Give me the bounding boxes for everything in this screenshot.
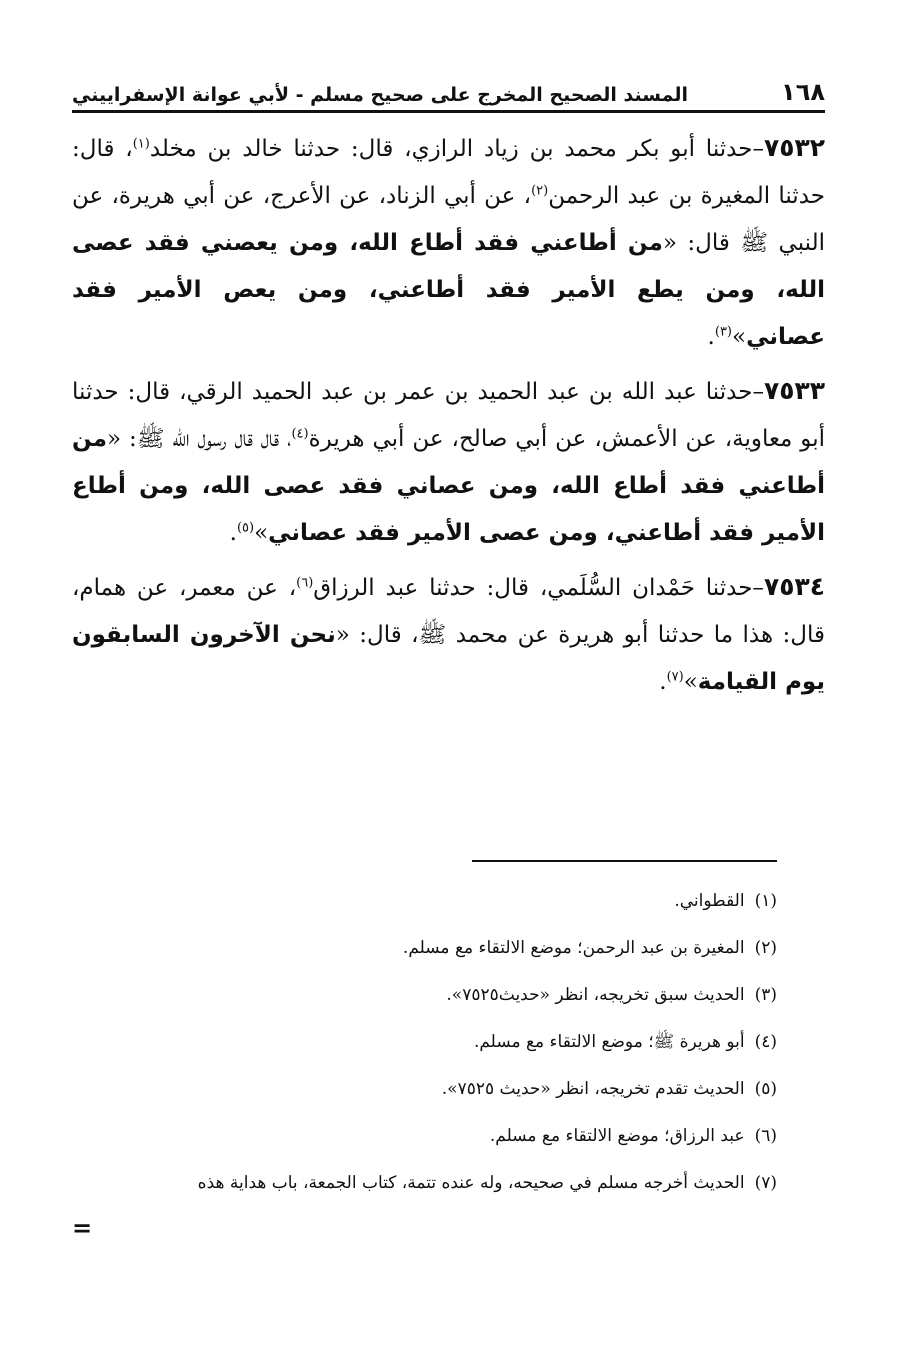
- footnote: [72, 929, 777, 976]
- footnote-mark: (٧): [754, 1173, 777, 1193]
- footnote-text: الحديث أخرجه مسلم في صحيحه، وله عنده تتمة، كتاب الجمعة، باب هداية هذه: [197, 1173, 745, 1193]
- hadith-number: ٧٥٣٤: [763, 572, 825, 601]
- footnote-mark: (١): [754, 891, 777, 911]
- footnote-ref: (٤): [291, 426, 309, 442]
- footnote-ref: (١): [132, 136, 150, 152]
- footnote-text: أبو هريرة ﷺ؛ موضع الالتقاء مع مسلم.: [473, 1032, 745, 1052]
- hadith-7533: [72, 367, 825, 557]
- hadith-7532: [72, 124, 825, 361]
- hadith-number: ٧٥٣٣: [763, 376, 825, 405]
- footnote-ref: (٧): [666, 669, 684, 685]
- quote-close: »: [732, 324, 747, 350]
- isnad-text: ، قال: حدثنا المغيرة بن عبد الرحمن: [72, 136, 825, 209]
- hadith-matn: نحن الآخرون السابقون يوم القيامة: [72, 622, 825, 695]
- end-punct: .: [659, 669, 667, 695]
- footnote-mark: (٢): [754, 938, 777, 958]
- isnad-text: ، عن أبي الزناد، عن الأعرج، عن أبي هريرة، عن النبي ﷺ قال: «: [72, 183, 826, 256]
- footnotes: [72, 882, 777, 1211]
- footnote-mark: (٦): [754, 1126, 777, 1146]
- footnote: [72, 882, 777, 929]
- footnote-text: الحديث تقدم تخريجه، انظر «حديث ٧٥٢٥».: [441, 1079, 745, 1099]
- hadith-matn: من أطاعني فقد أطاع الله، ومن يعصني فقد عصى الله، ومن يطع الأمير فقد أطاعني، ومن يعص الأمير فقد عصاني: [72, 230, 825, 350]
- footnote-text: عبد الرزاق؛ موضع الالتقاء مع مسلم.: [489, 1126, 745, 1146]
- hadith-matn: من أطاعني فقد أطاع الله، ومن عصاني فقد عصى الله، ومن أطاع الأمير فقد أطاعني، ومن عصى الأمير فقد عصاني: [72, 426, 825, 546]
- header-rule: [72, 110, 825, 113]
- footnote: [72, 1070, 777, 1117]
- footnote: [72, 1023, 777, 1070]
- footnote-mark: (٣): [754, 985, 777, 1005]
- page-header: [72, 72, 825, 106]
- running-title: المسند الصحيح المخرج على صحيح مسلم - لأبي عوانة الإسفراييني: [72, 84, 688, 106]
- hadith-7534: [72, 563, 825, 706]
- footnote: [72, 1117, 777, 1164]
- footnote-separator: [472, 860, 777, 862]
- isnad-text: ، قال قال رسول الله ﷺ: «: [106, 426, 292, 452]
- footnote: [72, 976, 777, 1023]
- footnote-ref: (٢): [531, 183, 549, 199]
- isnad-text: ، عن معمر، عن همام، قال: هذا ما حدثنا أبو هريرة عن محمد ﷺ، قال: «: [72, 575, 825, 648]
- continuation-mark: =: [72, 1214, 93, 1242]
- quote-close: »: [254, 520, 269, 546]
- footnote-text: المغيرة بن عبد الرحمن؛ موضع الالتقاء مع مسلم.: [402, 938, 745, 958]
- isnad-text: –حدثنا أبو بكر محمد بن زياد الرازي، قال: حدثنا خالد بن مخلد: [149, 136, 764, 162]
- footnote-ref: (٦): [296, 575, 314, 591]
- page-number: ١٦٨: [781, 78, 825, 106]
- footnote-text: الحديث سبق تخريجه، انظر «حديث٧٥٢٥».: [446, 985, 745, 1005]
- main-text: [72, 124, 825, 712]
- footnote-mark: (٥): [754, 1079, 777, 1099]
- footnote-ref: (٥): [236, 520, 255, 536]
- footnote-mark: (٤): [754, 1032, 777, 1052]
- end-punct: .: [229, 520, 237, 546]
- end-punct: .: [707, 324, 715, 350]
- quote-close: »: [683, 669, 698, 695]
- footnote: [72, 1164, 777, 1211]
- hadith-number: ٧٥٣٢: [763, 133, 825, 162]
- isnad-text: –حدثنا حَمْدان السُّلَمي، قال: حدثنا عبد الرزاق: [313, 575, 764, 601]
- footnote-ref: (٣): [714, 324, 732, 340]
- footnote-text: القطواني.: [674, 891, 745, 911]
- isnad-text: –حدثنا عبد الله بن عبد الحميد بن عمر بن عبد الحميد الرقي، قال: حدثنا أبو معاوية، عن الأعمش، عن أبي صالح، عن أبي هريرة: [72, 379, 825, 452]
